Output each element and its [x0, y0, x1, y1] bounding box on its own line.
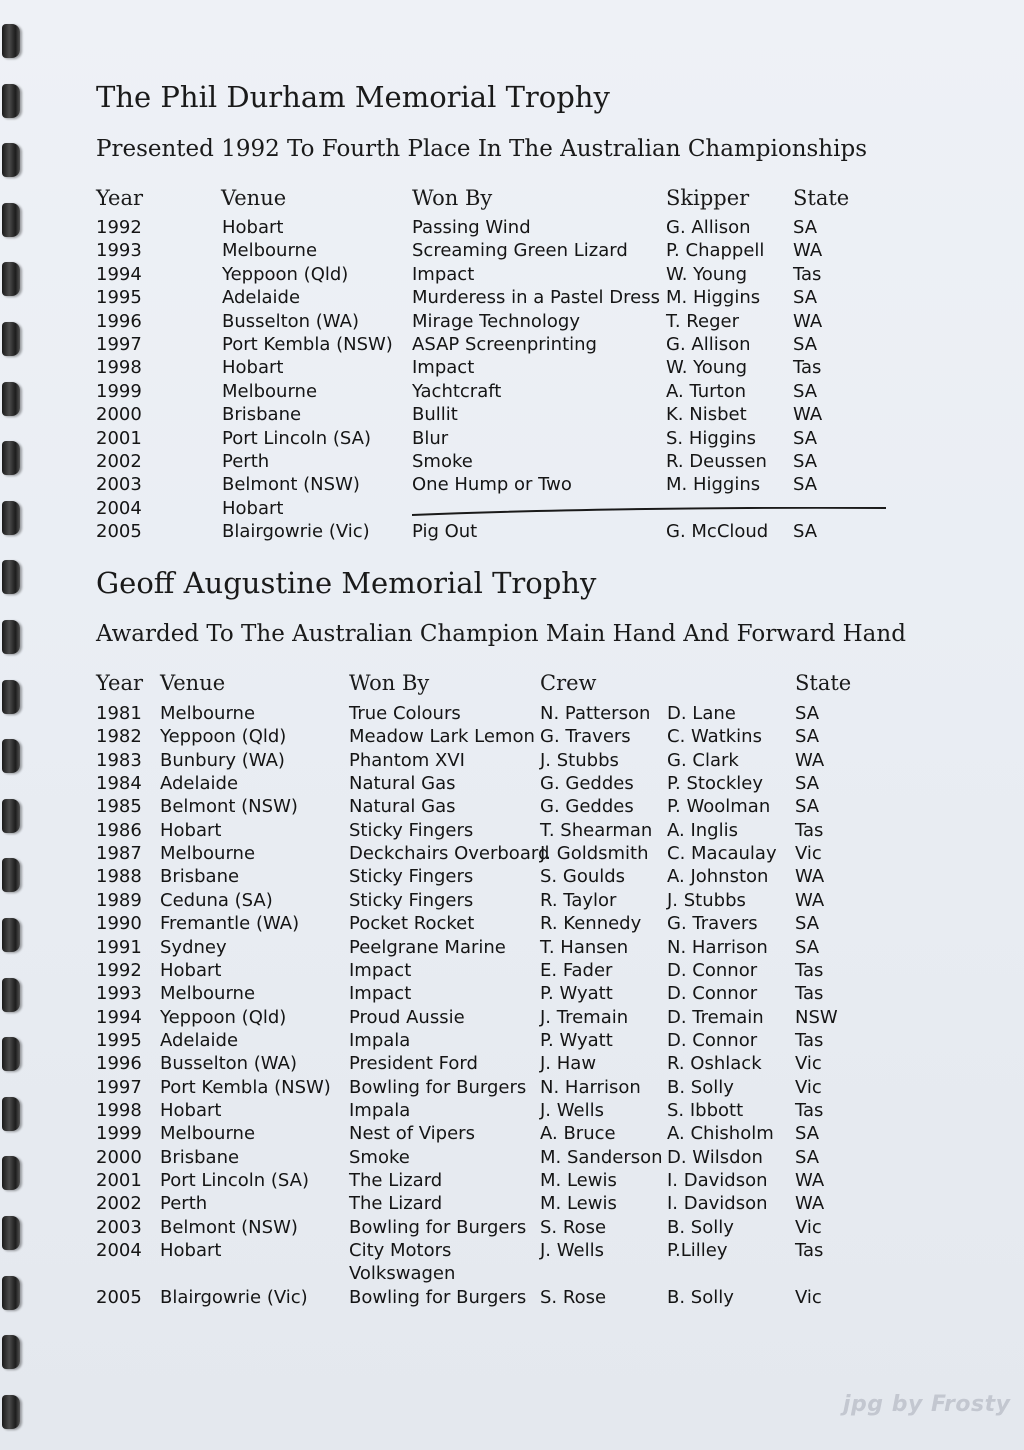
- cell-crew-forward-hand: N. Harrison: [667, 936, 768, 958]
- table-row: [0, 1169, 1024, 1193]
- cell-year: 1986: [96, 819, 142, 841]
- cell-state: SA: [793, 217, 818, 238]
- table-row: [0, 819, 1024, 843]
- cell-venue: Belmont (NSW): [222, 474, 360, 496]
- cell-year: 1993: [96, 983, 142, 1005]
- cell-year: 2001: [96, 427, 142, 449]
- cell-won-by: Meadow Lark Lemon: [349, 726, 535, 748]
- cell-won-by: Natural Gas: [349, 773, 456, 795]
- cell-state: Tas: [795, 1240, 824, 1262]
- cell-crew-forward-hand: A. Chisholm: [667, 1123, 774, 1145]
- table-row: [0, 239, 1024, 263]
- cell-state: WA: [793, 240, 823, 262]
- cell-year: 2005: [96, 521, 142, 543]
- cell-venue: Busselton (WA): [160, 1053, 297, 1075]
- cell-crew-forward-hand: J. Stubbs: [667, 889, 746, 911]
- cell-crew-main-hand: G. Geddes: [540, 796, 634, 818]
- cell-state: SA: [793, 427, 818, 449]
- table-row: [0, 725, 1024, 749]
- cell-won-by: Smoke: [412, 451, 473, 472]
- geoff-augustine-title: Geoff Augustine Memorial Trophy: [96, 566, 597, 600]
- cell-state: SA: [793, 451, 818, 472]
- cell-venue: Yeppoon (Qld): [160, 726, 287, 748]
- header-crew: Crew: [540, 671, 597, 695]
- table-row: [0, 702, 1024, 726]
- cell-crew-forward-hand: A. Johnston: [667, 866, 769, 888]
- cell-year: 1996: [96, 1053, 142, 1075]
- cell-year: 1998: [96, 1099, 142, 1121]
- binding-ring: [2, 620, 20, 654]
- table-row: [0, 1006, 1024, 1030]
- binding-ring: [2, 84, 20, 118]
- cell-state: SA: [795, 773, 820, 795]
- table-row: [0, 1192, 1024, 1216]
- cell-won-by: Impact: [412, 263, 475, 285]
- cell-state: Vic: [795, 1076, 822, 1098]
- cell-state: SA: [795, 703, 820, 724]
- cell-year: 1997: [96, 334, 142, 355]
- cell-skipper: P. Chappell: [666, 240, 765, 262]
- table-row: [0, 1122, 1024, 1146]
- cell-state: WA: [795, 1193, 825, 1215]
- cell-crew-main-hand: R. Taylor: [540, 889, 617, 911]
- cell-venue: Hobart: [160, 959, 222, 981]
- cell-venue: Blairgowrie (Vic): [222, 521, 370, 543]
- table-row: [0, 1076, 1024, 1100]
- cell-venue: Port Kembla (NSW): [160, 1076, 331, 1098]
- binding-ring: [2, 143, 20, 177]
- cell-state: Vic: [795, 1216, 822, 1238]
- cell-year: 1985: [96, 796, 142, 818]
- cell-state: Tas: [793, 357, 822, 379]
- table-row: [0, 520, 1024, 544]
- cell-year: 2001: [96, 1170, 142, 1191]
- cell-state: Tas: [795, 1029, 824, 1051]
- cell-state: Tas: [793, 263, 822, 285]
- cell-venue: Ceduna (SA): [160, 889, 273, 911]
- cell-state: SA: [795, 1146, 820, 1168]
- cell-venue: Yeppoon (Qld): [160, 1006, 287, 1028]
- cell-venue: Melbourne: [160, 983, 256, 1005]
- cell-state: SA: [795, 1123, 820, 1145]
- cell-won-by: Impact: [412, 357, 475, 379]
- cell-state: WA: [795, 889, 825, 911]
- cell-won-by: The Lizard: [349, 1170, 443, 1191]
- cell-crew-forward-hand: P.Lilley: [667, 1240, 728, 1262]
- cell-venue: Busselton (WA): [222, 310, 359, 332]
- header-venue: Venue: [221, 186, 287, 210]
- table-row: [0, 356, 1024, 380]
- cell-venue: Hobart: [160, 1240, 222, 1262]
- cell-state: Vic: [795, 843, 822, 865]
- cell-state: Tas: [795, 819, 824, 841]
- cell-venue: Melbourne: [160, 843, 256, 865]
- cell-year: 2002: [96, 1193, 142, 1215]
- cell-crew-main-hand: J. Wells: [540, 1099, 604, 1121]
- cell-state: Tas: [795, 983, 824, 1005]
- cell-state: WA: [793, 310, 823, 332]
- table-row: [0, 982, 1024, 1006]
- binding-ring: [2, 24, 20, 58]
- cell-state: NSW: [795, 1006, 838, 1028]
- cell-skipper: G. McCloud: [666, 521, 769, 543]
- cell-venue: Hobart: [160, 1099, 222, 1121]
- cell-state: SA: [793, 521, 818, 543]
- cell-venue: Belmont (NSW): [160, 796, 298, 818]
- cell-won-by: Sticky Fingers: [349, 866, 474, 888]
- cell-crew-forward-hand: D. Connor: [667, 1029, 758, 1051]
- cell-crew-forward-hand: B. Solly: [667, 1216, 734, 1238]
- cell-state: SA: [793, 474, 818, 496]
- phil-durham-subtitle: Presented 1992 To Fourth Place In The Australian Championships: [96, 136, 868, 162]
- cell-crew-forward-hand: I. Davidson: [667, 1193, 768, 1215]
- cell-crew-main-hand: N. Harrison: [540, 1076, 641, 1098]
- cell-crew-main-hand: J. Wells: [540, 1240, 604, 1262]
- cell-crew-main-hand: J. Tremain: [540, 1006, 629, 1028]
- table-row: [0, 310, 1024, 334]
- cell-won-by: Bowling for Burgers: [349, 1216, 527, 1238]
- header-won-by: Won By: [412, 186, 493, 210]
- cell-won-by: Impact: [349, 959, 412, 981]
- cell-venue: Perth: [222, 451, 270, 472]
- cell-venue: Brisbane: [222, 404, 302, 426]
- cell-state: WA: [795, 749, 825, 771]
- cell-skipper: S. Higgins: [666, 427, 757, 449]
- cell-crew-main-hand: T. Shearman: [540, 819, 653, 841]
- cell-venue: Adelaide: [160, 773, 239, 795]
- table-row: [0, 1286, 1024, 1310]
- cell-crew-main-hand: S. Rose: [540, 1216, 607, 1238]
- table-row: [0, 865, 1024, 889]
- cell-year: 2000: [96, 404, 142, 426]
- cell-state: SA: [795, 936, 820, 958]
- cell-year: 1984: [96, 773, 142, 795]
- cell-won-by: True Colours: [349, 703, 461, 724]
- cell-year: 1998: [96, 357, 142, 379]
- cell-state: Tas: [795, 959, 824, 981]
- cell-state: WA: [795, 1170, 825, 1191]
- cell-year: 2004: [96, 497, 142, 519]
- cell-crew-main-hand: J. Stubbs: [540, 749, 619, 771]
- cell-venue: Port Lincoln (SA): [160, 1170, 310, 1191]
- cell-venue: Melbourne: [222, 380, 318, 402]
- cell-state: Tas: [795, 1099, 824, 1121]
- cell-won-by: The Lizard: [349, 1193, 443, 1215]
- cell-venue: Adelaide: [222, 287, 301, 309]
- table-row: [0, 749, 1024, 773]
- cell-year: 1992: [96, 959, 142, 981]
- cell-crew-forward-hand: A. Inglis: [667, 819, 738, 841]
- cell-crew-forward-hand: C. Macaulay: [667, 843, 777, 865]
- cell-year: 1981: [96, 703, 142, 724]
- cell-won-by: Volkswagen: [349, 1263, 456, 1285]
- cell-crew-main-hand: M. Lewis: [540, 1193, 617, 1215]
- table-row: [0, 1029, 1024, 1053]
- cell-year: 1995: [96, 287, 142, 309]
- cell-year: 1988: [96, 866, 142, 888]
- cell-venue: Fremantle (WA): [160, 913, 300, 935]
- cell-venue: Bunbury (WA): [160, 749, 285, 771]
- cell-skipper: W. Young: [666, 357, 748, 379]
- cell-crew-forward-hand: G. Travers: [667, 913, 758, 935]
- cell-state: SA: [795, 796, 820, 818]
- header-won-by: Won By: [349, 671, 430, 695]
- table-row: [0, 216, 1024, 240]
- table-row: [0, 403, 1024, 427]
- cell-won-by: ASAP Screenprinting: [412, 334, 597, 355]
- cell-won-by: Impact: [349, 983, 412, 1005]
- table-row: [0, 912, 1024, 936]
- cell-venue: Yeppoon (Qld): [222, 263, 349, 285]
- cell-skipper: M. Higgins: [666, 474, 761, 496]
- cell-venue: Blairgowrie (Vic): [160, 1286, 308, 1308]
- cell-year: 1982: [96, 726, 142, 748]
- cell-crew-forward-hand: S. Ibbott: [667, 1099, 744, 1121]
- table-row: [0, 450, 1024, 474]
- table-row: [0, 1099, 1024, 1123]
- cell-won-by: Natural Gas: [349, 796, 456, 818]
- cell-year: 1994: [96, 263, 142, 285]
- cell-won-by: Impala: [349, 1029, 411, 1051]
- strike-through-line: [412, 507, 886, 519]
- cell-crew-main-hand: J. Goldsmith: [540, 843, 649, 865]
- cell-won-by: Murderess in a Pastel Dress: [412, 287, 660, 309]
- cell-venue: Melbourne: [222, 240, 318, 262]
- table-row: [0, 1216, 1024, 1240]
- cell-skipper: R. Deussen: [666, 451, 767, 472]
- cell-skipper: K. Nisbet: [666, 404, 747, 426]
- cell-crew-forward-hand: D. Connor: [667, 959, 758, 981]
- cell-won-by: Impala: [349, 1099, 411, 1121]
- cell-skipper: M. Higgins: [666, 287, 761, 309]
- binding-ring: [2, 560, 20, 594]
- cell-won-by: City Motors: [349, 1240, 452, 1262]
- cell-year: 1992: [96, 217, 142, 238]
- cell-venue: Sydney: [160, 936, 227, 958]
- cell-won-by: Blur: [412, 427, 449, 449]
- header-state: State: [793, 186, 850, 210]
- cell-state: SA: [795, 913, 820, 935]
- phil-durham-title: The Phil Durham Memorial Trophy: [96, 80, 610, 114]
- cell-skipper: A. Turton: [666, 380, 746, 402]
- binding-ring: [2, 1335, 20, 1369]
- cell-venue: Port Kembla (NSW): [222, 334, 393, 355]
- table-row: [0, 1239, 1024, 1263]
- cell-venue: Brisbane: [160, 1146, 240, 1168]
- table-row: [0, 1052, 1024, 1076]
- cell-crew-forward-hand: I. Davidson: [667, 1170, 768, 1191]
- cell-crew-main-hand: G. Travers: [540, 726, 631, 748]
- cell-crew-main-hand: P. Wyatt: [540, 1029, 613, 1051]
- header-year: Year: [96, 186, 144, 210]
- cell-won-by: One Hump or Two: [412, 474, 572, 496]
- cell-crew-forward-hand: B. Solly: [667, 1076, 734, 1098]
- cell-crew-main-hand: P. Wyatt: [540, 983, 613, 1005]
- cell-year: 1997: [96, 1076, 142, 1098]
- cell-won-by: Passing Wind: [412, 217, 531, 238]
- cell-won-by: Phantom XVI: [349, 749, 465, 771]
- cell-won-by: Deckchairs Overboard: [349, 843, 550, 865]
- table-row: [0, 286, 1024, 310]
- cell-year: 2000: [96, 1146, 142, 1168]
- table-row: [0, 936, 1024, 960]
- cell-skipper: G. Allison: [666, 217, 751, 238]
- cell-year: 2003: [96, 474, 142, 496]
- cell-year: 1987: [96, 843, 142, 865]
- cell-crew-forward-hand: D. Wilsdon: [667, 1146, 763, 1168]
- cell-won-by: President Ford: [349, 1053, 478, 1075]
- cell-year: 1994: [96, 1006, 142, 1028]
- cell-crew-main-hand: G. Geddes: [540, 773, 634, 795]
- binding-ring: [2, 1395, 20, 1429]
- table-row: [0, 473, 1024, 497]
- cell-year: 1993: [96, 240, 142, 262]
- cell-venue: Adelaide: [160, 1029, 239, 1051]
- table-row: [0, 795, 1024, 819]
- cell-crew-main-hand: A. Bruce: [540, 1123, 616, 1145]
- cell-won-by: Screaming Green Lizard: [412, 240, 628, 262]
- cell-venue: Hobart: [222, 497, 284, 519]
- table-row: [0, 889, 1024, 913]
- cell-skipper: T. Reger: [666, 310, 739, 332]
- cell-venue: Hobart: [222, 217, 284, 238]
- header-venue: Venue: [160, 671, 226, 695]
- cell-year: 1990: [96, 913, 142, 935]
- cell-venue: Perth: [160, 1193, 208, 1215]
- cell-won-by: Bullit: [412, 404, 458, 426]
- cell-crew-main-hand: T. Hansen: [540, 936, 629, 958]
- cell-won-by: Bowling for Burgers: [349, 1076, 527, 1098]
- table-row: [0, 263, 1024, 287]
- cell-crew-forward-hand: C. Watkins: [667, 726, 762, 748]
- cell-crew-main-hand: M. Sanderson: [540, 1146, 663, 1168]
- cell-venue: Belmont (NSW): [160, 1216, 298, 1238]
- cell-venue: Brisbane: [160, 866, 240, 888]
- cell-state: Vic: [795, 1286, 822, 1308]
- cell-crew-main-hand: N. Patterson: [540, 703, 651, 724]
- cell-year: 2004: [96, 1240, 142, 1262]
- table-row: [0, 380, 1024, 404]
- cell-state: SA: [793, 287, 818, 309]
- cell-venue: Melbourne: [160, 1123, 256, 1145]
- table-row: [0, 842, 1024, 866]
- cell-year: 2002: [96, 451, 142, 472]
- cell-year: 1989: [96, 889, 142, 911]
- cell-state: WA: [795, 866, 825, 888]
- cell-crew-forward-hand: R. Oshlack: [667, 1053, 762, 1075]
- cell-won-by: Mirage Technology: [412, 310, 581, 332]
- cell-year: 1991: [96, 936, 142, 958]
- geoff-augustine-subtitle: Awarded To The Australian Champion Main Hand And Forward Hand: [96, 621, 906, 647]
- header-skipper: Skipper: [666, 186, 750, 210]
- cell-crew-main-hand: M. Lewis: [540, 1170, 617, 1191]
- cell-state: Vic: [795, 1053, 822, 1075]
- cell-crew-main-hand: S. Rose: [540, 1286, 607, 1308]
- cell-year: 1999: [96, 1123, 142, 1145]
- cell-won-by: Nest of Vipers: [349, 1123, 475, 1145]
- header-state: State: [795, 671, 852, 695]
- cell-year: 2005: [96, 1286, 142, 1308]
- cell-crew-forward-hand: G. Clark: [667, 749, 739, 771]
- cell-crew-forward-hand: P. Stockley: [667, 773, 764, 795]
- cell-year: 1999: [96, 380, 142, 402]
- cell-state: WA: [793, 404, 823, 426]
- cell-won-by: Bowling for Burgers: [349, 1286, 527, 1308]
- cell-venue: Hobart: [160, 819, 222, 841]
- cell-state: SA: [793, 334, 818, 355]
- cell-won-by: Sticky Fingers: [349, 819, 474, 841]
- cell-year: 1983: [96, 749, 142, 771]
- cell-crew-forward-hand: D. Lane: [667, 703, 736, 724]
- cell-won-by: Smoke: [349, 1146, 410, 1168]
- header-year: Year: [96, 671, 144, 695]
- table-row: [0, 333, 1024, 357]
- cell-crew-main-hand: S. Goulds: [540, 866, 626, 888]
- cell-crew-forward-hand: P. Woolman: [667, 796, 771, 818]
- cell-won-by: Sticky Fingers: [349, 889, 474, 911]
- cell-won-by: Yachtcraft: [412, 380, 502, 402]
- cell-skipper: G. Allison: [666, 334, 751, 355]
- cell-won-by: Pig Out: [412, 521, 478, 543]
- cell-crew-forward-hand: D. Tremain: [667, 1006, 764, 1028]
- cell-state: SA: [793, 380, 818, 402]
- table-row: [0, 772, 1024, 796]
- table-row: [0, 1262, 1024, 1286]
- cell-crew-main-hand: E. Fader: [540, 959, 613, 981]
- cell-year: 1996: [96, 310, 142, 332]
- cell-crew-main-hand: J. Haw: [540, 1053, 597, 1075]
- cell-won-by: Proud Aussie: [349, 1006, 465, 1028]
- cell-venue: Hobart: [222, 357, 284, 379]
- cell-venue: Melbourne: [160, 703, 256, 724]
- table-row: [0, 959, 1024, 983]
- cell-venue: Port Lincoln (SA): [222, 427, 372, 449]
- cell-crew-forward-hand: D. Connor: [667, 983, 758, 1005]
- cell-skipper: W. Young: [666, 263, 748, 285]
- cell-won-by: Peelgrane Marine: [349, 936, 506, 958]
- cell-year: 2003: [96, 1216, 142, 1238]
- cell-year: 1995: [96, 1029, 142, 1051]
- cell-won-by: Pocket Rocket: [349, 913, 475, 935]
- cell-state: SA: [795, 726, 820, 748]
- cell-crew-main-hand: R. Kennedy: [540, 913, 642, 935]
- cell-crew-forward-hand: B. Solly: [667, 1286, 734, 1308]
- table-row: [0, 1146, 1024, 1170]
- table-row: [0, 427, 1024, 451]
- watermark: jpg by Frosty: [843, 1392, 1011, 1417]
